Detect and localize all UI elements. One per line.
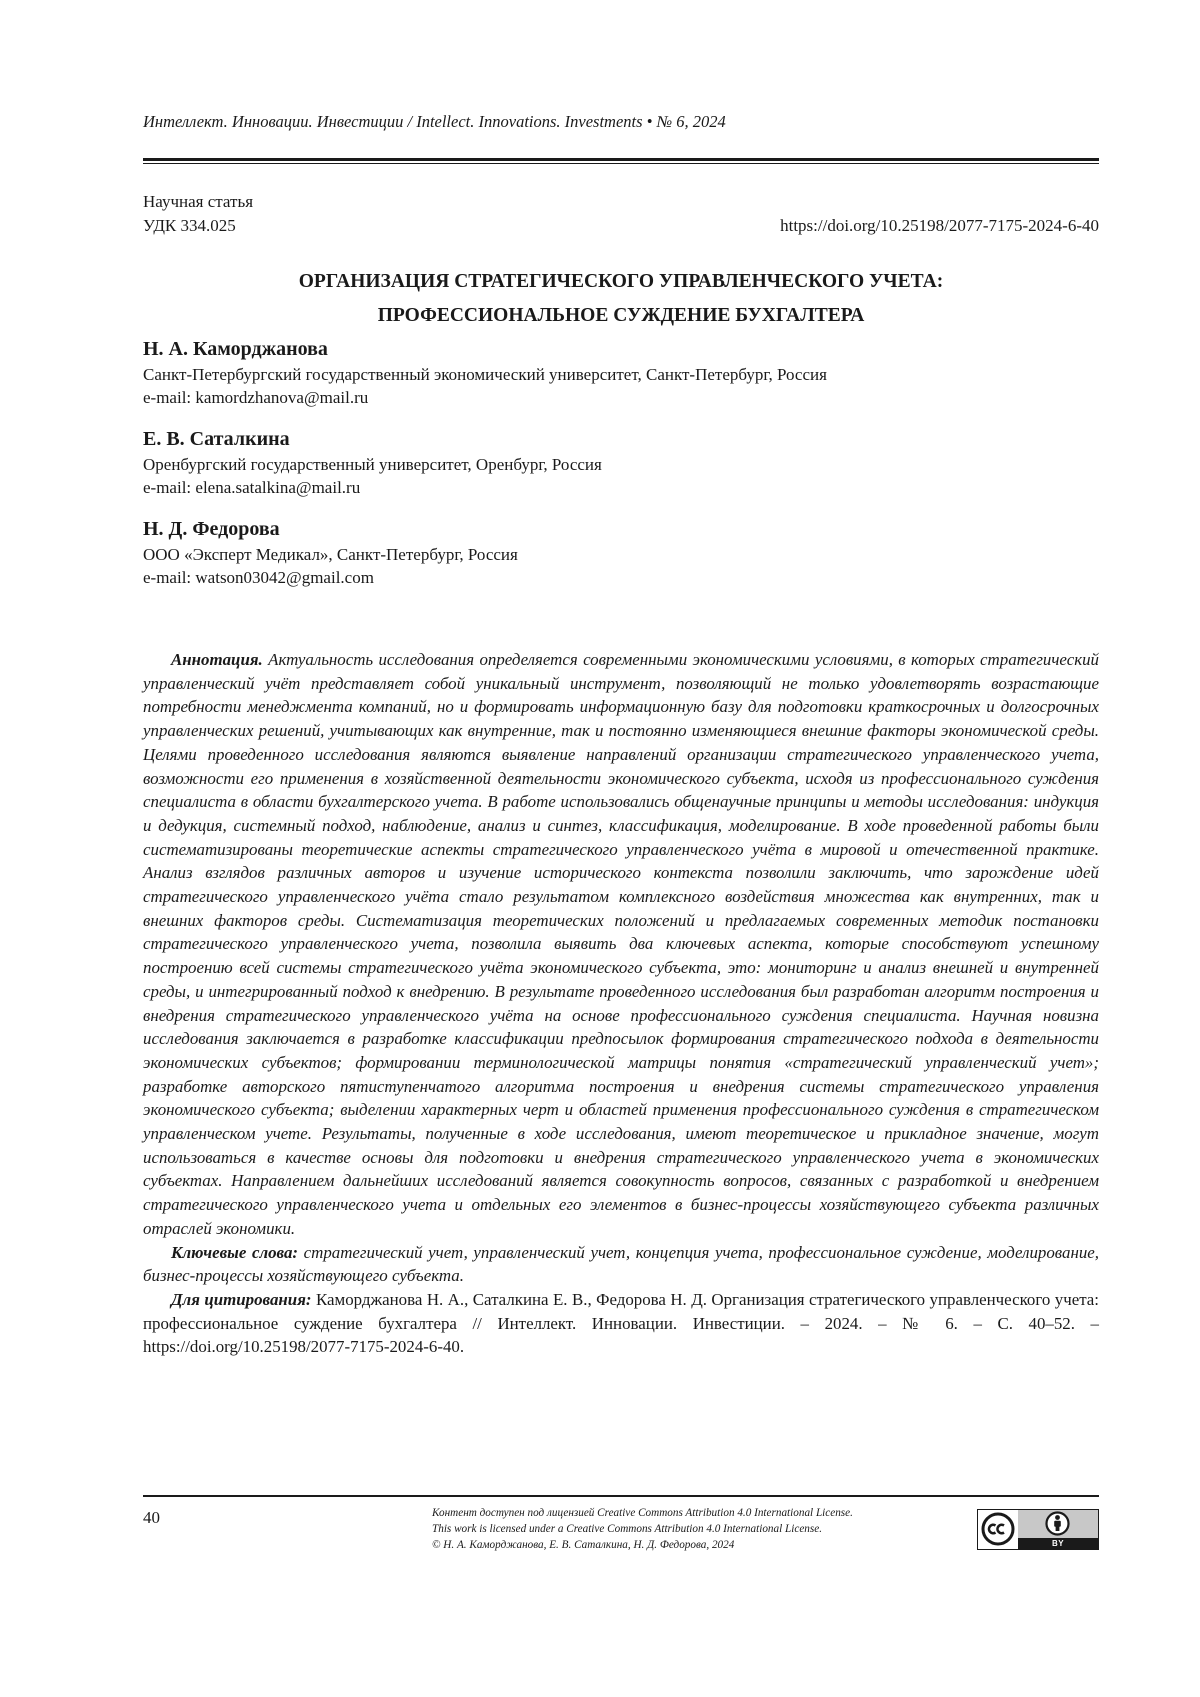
license-en: This work is licensed under a Creative Commons Attribution 4.0 International License. [432,1523,822,1535]
author-email[interactable]: e-mail: elena.satalkina@mail.ru [143,478,361,497]
abstract-section [143,648,1099,1359]
footer-rule [143,1495,1099,1497]
article-title [143,265,1099,333]
author-affiliation: ООО «Эксперт Медикал», Санкт-Петербург, Россия [143,545,518,564]
journal-running-head: Интеллект. Инновации. Инвестиции / Intellect. Innovations. Investments • № 6, 2024 [143,112,726,131]
title-line-2: ПРОФЕССИОНАЛЬНОЕ СУЖДЕНИЕ БУХГАЛТЕРА [377,305,865,326]
author-affiliation: Оренбургский государственный университет, Оренбург, Россия [143,455,602,474]
author-name: Н. А. Каморджанова [143,338,328,360]
article-meta [143,190,1099,238]
author-email[interactable]: e-mail: kamordzhanova@mail.ru [143,388,369,407]
author-affiliation: Санкт-Петербургский государственный экономический университет, Санкт-Петербург, Россия [143,365,827,384]
keywords-paragraph [143,1241,1099,1288]
citation-label: Для цитирования: [171,1289,312,1309]
author-name: Н. Д. Федорова [143,518,280,540]
author-name: Е. В. Саталкина [143,428,290,450]
license-ru: Контент доступен под лицензией Creative Commons Attribution 4.0 International License. [432,1507,853,1519]
keywords-label: Ключевые слова: [171,1242,299,1262]
author-block [143,425,1099,499]
author-block [143,335,1099,409]
author-email[interactable]: e-mail: watson03042@gmail.com [143,568,374,587]
keywords-text: стратегический учет, управленческий учет, концепция учета, профессиональное суждение, моделирование, бизнес-процессы хозяйствующего субъекта. [143,1242,1099,1286]
header-rule [143,158,1099,164]
abstract-label: Аннотация. [171,650,263,669]
title-line-1: ОРГАНИЗАЦИЯ СТРАТЕГИЧЕСКОГО УПРАВЛЕНЧЕСКОГО УЧЕТА: [298,271,944,292]
citation-paragraph [143,1288,1099,1359]
page-number: 40 [143,1508,160,1527]
citation-text: Каморджанова Н. А., Саталкина Е. В., Федорова Н. Д. Организация стратегического управленческого учета: профессиональное суждение бухгалтера // Интеллект. Инновации. Инвестиции. – 2024. – № 6. – С. 40–52. – https://doi.org/10.25198/2077-7175-2024-6-40. [143,1289,1099,1357]
cc-by-badge[interactable] [977,1509,1099,1550]
doi-link[interactable]: https://doi.org/10.25198/2077-7175-2024-6-40 [780,216,1099,235]
copyright-line: © Н. А. Каморджанова, Е. В. Саталкина, Н. Д. Федорова, 2024 [432,1539,735,1551]
article-type: Научная статья [143,192,254,211]
cc-icon [978,1510,1018,1548]
udk-code: УДК 334.025 [143,216,236,235]
license-notice [432,1505,972,1553]
author-block [143,515,1099,589]
attribution-person-icon [1018,1510,1097,1537]
by-label: BY [1018,1538,1098,1549]
abstract-text: Актуальность исследования определяется современными экономическими условиями, в которых стратегический управленческий учёт представляет собой уникальный инструмент, позволяющий не только удовлетворять возрастающие потребности менеджмента компаний, но и формировать информационную базу для подготовки краткосрочных и долгосрочных управленческих решений, учитывающих как внутренние, так и постоянно изменяющиеся внешние факторы экономической среды. Целями проведенного исследования являются выявление направлений организации стратегического управленческого учета, возможности его применения в хозяйственной деятельности экономического субъекта, исходя из профессионального суждения специалиста в области бухгалтерского учета. В работе использовались общенаучные принципы и методы исследования: индукция и дедукция, системный подход, наблюдение, анализ и синтез, классификация, моделирование. В ходе проведенной работы были систематизированы теоретические аспекты стратегического управленческого учёта в мировой и отечественной практике. Анализ взглядов различных авторов и изучение исторического контекста позволили заключить, что зарождение идей стратегического управленческого учёта стало результатом комплексного воздействия множества как внутренних, так и внешних факторов среды. Систематизация теоретических положений и предлагаемых современных методик постановки стратегического управленческого учета, позволила выявить два ключевых аспекта, которые способствуют успешному построению всей системы стратегического учёта экономического субъекта, это: мониторинг и анализ внешней и внутренней среды, и интегрированный подход к внедрению. В результате проведенного исследования был разработан алгоритм построения и внедрения стратегического управленческого учёта на основе профессионального суждения специалиста. Научная новизна исследования заключается в разработке классификации предпосылок формирования стратегического подхода в деятельности экономических субъектов; формировании терминологической матрицы понятия «стратегический управленческий учет»; разработке авторского пятиступенчатого алгоритма построения и внедрения системы стратегического управления экономического субъекта; выделении характерных черт и областей применения профессионального суждения в стратегическом управленческом учете. Результаты, полученные в ходе исследования, имеют теоретическое и прикладное значение, могут использоваться в качестве основы для подготовки и внедрения стратегического управленческого учета в экономических субъектах. Направлением дальнейших исследований является совокупность вопросов, связанных с разработкой и внедрением стратегического управленческого учета и отдельных его элементов в бизнес-процессы хозяйствующего субъекта различных отраслей экономики. [143,650,1099,1238]
abstract-paragraph [143,648,1099,1241]
